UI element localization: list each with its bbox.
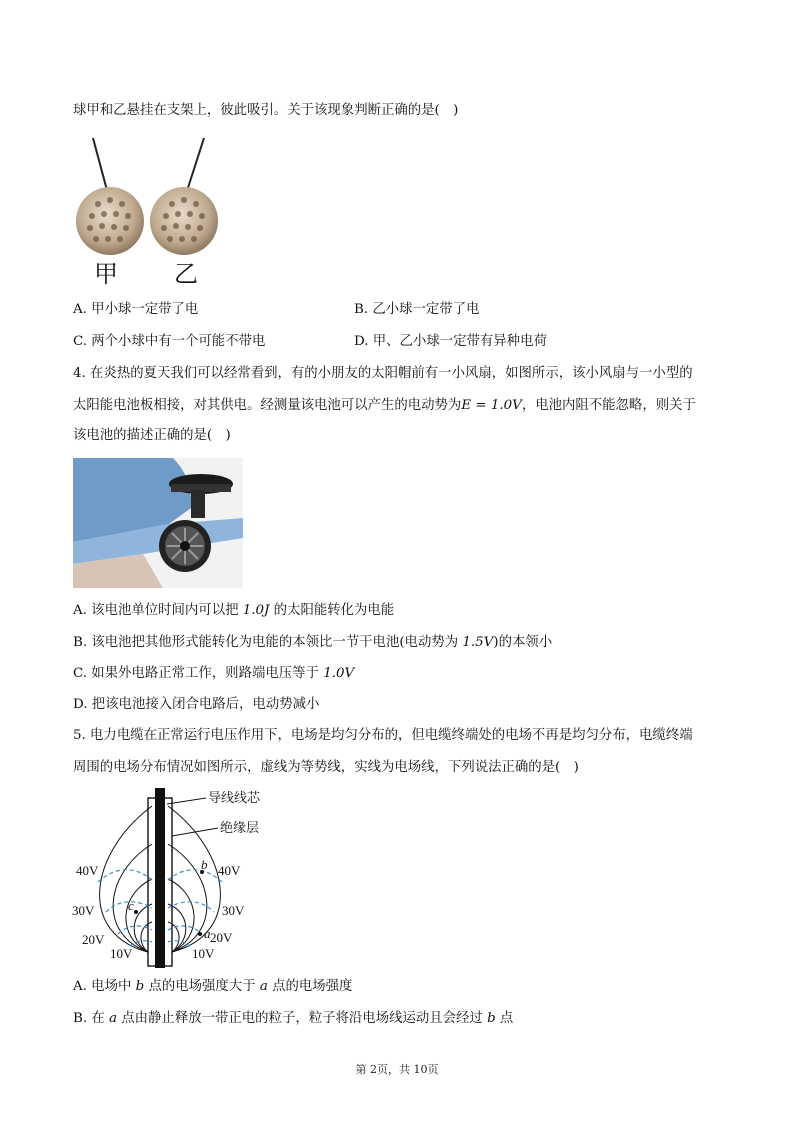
volt-left-20: 20V [82,932,105,947]
label-core: 导线线芯 [208,790,261,805]
q5-a-text: A. 电场中 [73,979,136,994]
q5-a-math: b [135,979,145,994]
q5-option-a [73,977,352,997]
q5-stem-line2: 周围的电场分布情况如图所示，虚线为等势线，实线为电场线，下列说法正确的是( ) [73,760,579,775]
point-b-label: b [201,857,208,872]
ball-jia [76,187,144,255]
q4-text: 太阳能电池板相接，对其供电。经测量该电池可以产生的电动势为 [73,398,462,413]
q5-b-text: 点 [495,1011,514,1026]
page-footer: 第 2页，共 10页 [355,1063,439,1076]
volt-left-10: 10V [110,946,133,961]
q4-b-math: 1.5V [462,635,494,650]
q4-option-a [73,601,394,621]
q4-c-math: 1.0V [323,666,355,681]
q3-option-a: A. 甲小球一定带了电 [73,302,199,317]
q5-b-text: B. 在 [73,1011,110,1026]
q4-b-text: B. 该电池把其他形式能转化为电能的本领比一节干电池(电动势为 [73,635,463,650]
q4-stem-line1: 4. 在炎热的夏天我们可以经常看到，有的小朋友的太阳帽前有一小风扇，如图所示，该小风扇与一小型的 [73,366,693,381]
ball-yi [150,187,218,255]
q5-a-math: a [259,979,268,994]
q5-stem-line1: 5. 电力电缆在正常运行电压作用下，电场是均匀分布的，但电缆终端处的电场不再是均匀分布，电缆终端 [73,728,693,743]
point-a-label: a [204,926,211,941]
q3-balls-figure [70,136,220,286]
point-c-label: c [128,898,134,913]
q3-option-c: C. 两个小球中有一个可能不带电 [73,334,266,349]
volt-left-30: 30V [72,903,95,918]
label-insulation: 绝缘层 [220,820,260,835]
q4-c-text: C. 如果外电路正常工作，则路端电压等于 [73,666,324,681]
q4-stem-line2 [73,396,696,416]
q4-emf-math: E = 1.0V [461,398,522,413]
q4-a-math: 1.0J [242,603,270,618]
q4-solar-fan-cap-photo [73,458,243,588]
volt-right-40: 40V [218,863,241,878]
volt-left-40: 40V [76,863,99,878]
q4-a-text: A. 该电池单位时间内可以把 [73,603,243,618]
q5-cable-field-diagram [68,784,300,974]
volt-right-20: 20V [210,930,233,945]
label-yi: 乙 [174,260,198,286]
conductor-core [155,788,165,968]
label-jia: 甲 [94,260,118,286]
volt-right-30: 30V [222,903,245,918]
q4-option-c [73,664,354,684]
q5-b-text: 点由静止释放一带正电的粒子，粒子将沿电场线运动且会经过 [117,1011,488,1026]
q5-b-math: a [109,1011,117,1026]
volt-right-10: 10V [192,946,215,961]
q3-stem: 球甲和乙悬挂在支架上，彼此吸引。关于该现象判断正确的是( ) [73,103,459,118]
q4-b-text: )的本领小 [493,635,553,650]
q5-a-text: 点的电场强度 [267,979,353,994]
q4-option-b [73,633,552,653]
q5-a-text: 点的电场强度大于 [144,979,260,994]
q4-a-text: 的太阳能转化为电能 [269,603,395,618]
q3-option-b: B. 乙小球一定带了电 [354,302,480,317]
q4-stem-line3: 该电池的描述正确的是( ) [73,428,231,443]
q5-b-math: b [487,1011,496,1026]
q5-option-b [73,1009,513,1029]
q3-option-d: D. 甲、乙小球一定带有异种电荷 [354,334,547,349]
q4-text: ，电池内阻不能忽略，则关于 [521,398,696,413]
q4-option-d: D. 把该电池接入闭合电路后，电动势减小 [73,697,320,712]
